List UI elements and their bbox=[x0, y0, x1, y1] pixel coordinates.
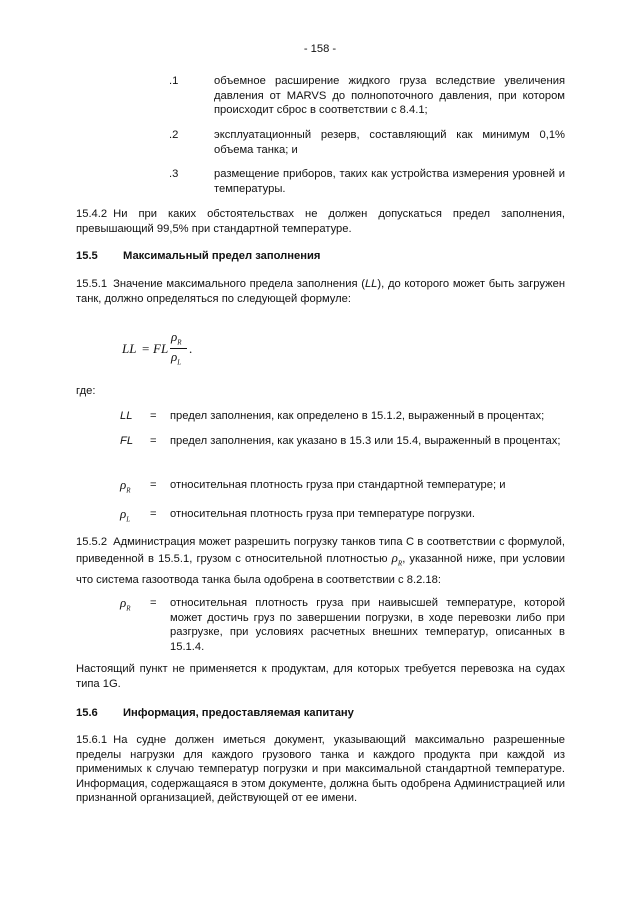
formula-equals: = bbox=[142, 341, 150, 356]
paragraph-text: ), до которого может быть загружен танк, должно определяться по следующей формуле: bbox=[76, 278, 565, 305]
definition-text: относительная плотность груза при температуре погрузки. bbox=[170, 508, 475, 520]
paragraph-15-5-2 bbox=[76, 534, 565, 589]
section-number: 15.5 bbox=[76, 250, 98, 262]
paragraph-15-4-2 bbox=[76, 207, 565, 236]
definition-text: относительная плотность груза при наивысшей температуре, которой может достичь груз по завершении погрузки, в ходе перевозки либо при разгрузке, при условиях расчетных внешних температур, описанных в 15.1.4. bbox=[170, 597, 565, 653]
formula-fl: FL bbox=[153, 341, 169, 356]
paragraph-text: Ни при каких обстоятельствах не должен допускаться предел заполнения, превышающий 99,5% при стандартной температуре. bbox=[76, 208, 565, 235]
paragraph-text: На судне должен иметься документ, указывающий максимально разрешенные пределы нагрузки для каждого грузового танка и каждого продукта при каждой из применимых к случаю температур погрузки и при максимальной стандартной температуре. Информация, содержащаяся в этом документе, должна быть одобрена Администрацией или признанной организацией, действующей от ее имени. bbox=[76, 734, 565, 805]
definition-text: предел заполнения, как определено в 15.1.2, выраженный в процентах; bbox=[170, 410, 545, 422]
definition-equals: = bbox=[150, 410, 157, 422]
paragraph-text: , указанной ниже, при условии что система газоотвода танка была одобрена в соответствии с 8.2.18: bbox=[76, 553, 566, 587]
rho-subscript: R bbox=[177, 338, 182, 347]
paragraph-not-applicable: Настоящий пункт не применяется к продуктам, для которых требуется перевозка на судах типа 1G. bbox=[76, 663, 565, 690]
filling-limit-formula bbox=[122, 330, 242, 370]
section-heading-15-6 bbox=[76, 706, 565, 721]
definition-symbol: LL bbox=[120, 410, 133, 422]
definition-equals: = bbox=[150, 435, 157, 447]
rho-symbol: ρ bbox=[171, 329, 178, 344]
definition-equals: = bbox=[150, 508, 157, 520]
paragraph-15-6-1 bbox=[76, 733, 565, 806]
definition-symbol: $\rho_L$ bbox=[120, 506, 131, 524]
paragraph-number: 15.4.2 bbox=[76, 208, 108, 220]
definition-equals: = bbox=[150, 479, 157, 491]
list-item-number: .3 bbox=[169, 168, 179, 180]
formula-denominator bbox=[171, 350, 181, 370]
list-item-number: .1 bbox=[169, 75, 179, 87]
section-heading-15-5 bbox=[76, 249, 565, 264]
definition-equals: = bbox=[150, 597, 157, 609]
definition-symbol: FL bbox=[120, 435, 134, 447]
section-number: 15.6 bbox=[76, 707, 98, 719]
definition-text: предел заполнения, как указано в 15.3 или 15.4, выраженный в процентах; bbox=[170, 435, 561, 447]
definition-symbol: $\rho_R$ bbox=[120, 595, 131, 613]
list-item-text: размещение приборов, таких как устройства измерения уровней и температуры. bbox=[214, 168, 565, 195]
section-title: Максимальный предел заполнения bbox=[123, 250, 321, 262]
where-label: где: bbox=[76, 385, 96, 397]
definition-text: относительная плотность груза при стандартной температуре; и bbox=[170, 479, 506, 491]
rho-symbol: ρ bbox=[171, 349, 178, 364]
formula-lhs: LL bbox=[122, 341, 137, 356]
rho-r-symbol: $\rho_R$ bbox=[391, 550, 403, 568]
section-title: Информация, предоставляемая капитану bbox=[123, 707, 354, 719]
paragraph-text: Значение максимального предела заполнения ( bbox=[113, 278, 365, 290]
paragraph-number: 15.5.2 bbox=[76, 536, 108, 548]
list-item-text: эксплуатационный резерв, составляющий как минимум 0,1% объема танка; и bbox=[214, 129, 565, 156]
formula-period: . bbox=[189, 341, 193, 356]
paragraph-number: 15.5.1 bbox=[76, 278, 108, 290]
list-item-text: объемное расширение жидкого груза вследствие увеличения давления от MARVS до полнопоточного давления, при котором происходит сброс в соответствии с 8.4.1; bbox=[214, 75, 565, 117]
paragraph-number: 15.6.1 bbox=[76, 734, 108, 746]
definition-symbol: $\rho_R$ bbox=[120, 477, 131, 495]
page-number: - 158 - bbox=[303, 43, 337, 55]
paragraph-15-5-1 bbox=[76, 277, 565, 306]
symbol-ll: LL bbox=[364, 278, 378, 290]
rho-subscript: L bbox=[177, 358, 182, 367]
list-item-number: .2 bbox=[169, 129, 179, 141]
paragraph-text: Администрация может разрешить погрузку танков типа C в соответствии с формулой, приведенной в 15.5.1, грузом с относительной плотностью bbox=[76, 536, 565, 566]
